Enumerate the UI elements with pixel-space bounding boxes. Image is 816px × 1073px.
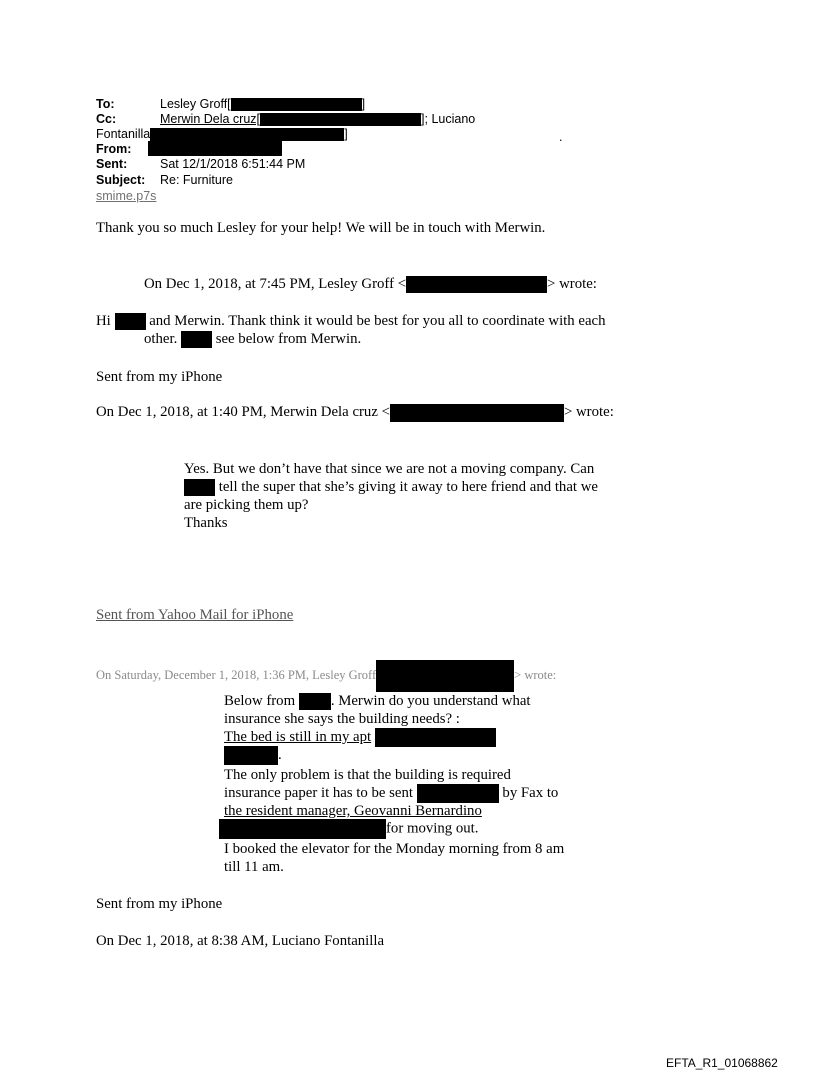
cc-line2-text: Fontanilla: [96, 127, 151, 141]
from-label: From:: [96, 142, 132, 156]
redaction-box: [115, 313, 146, 330]
quote3-line3: [224, 728, 496, 747]
sent-label: Sent:: [96, 157, 128, 171]
sent-from-iphone-2: Sent from my iPhone: [96, 896, 223, 912]
quote1-header: [144, 275, 597, 293]
quote1-line2-a: other.: [144, 331, 178, 347]
redaction-box: [417, 784, 499, 803]
quote1-line2: [144, 330, 361, 348]
quote1-hi: Hi: [96, 313, 111, 329]
quote2-line3: are picking them up?: [184, 497, 309, 513]
redaction-box: [375, 728, 496, 747]
cc-row: [96, 112, 116, 127]
reply-paragraph: Thank you so much Lesley for your help! We will be in touch with Merwin.: [96, 220, 546, 236]
cc-label: Cc:: [96, 112, 117, 126]
sent-row: [96, 157, 127, 172]
to-close: ]: [361, 97, 366, 111]
stray-mark: .: [559, 130, 563, 144]
quote1-line1: [96, 312, 606, 330]
quote2-line4: Thanks: [184, 515, 228, 531]
quote2-line1: Yes. But we don’t have that since we are not a moving company. Can: [184, 461, 595, 477]
quote2-header-text: On Dec 1, 2018, at 1:40 PM, Merwin Dela cruz <: [96, 404, 390, 420]
quote3-line6: [224, 784, 558, 803]
redaction-box: [376, 660, 514, 692]
quote3-line3-text: The bed is still in my apt: [224, 729, 372, 745]
redaction-box: [299, 693, 331, 710]
from-value-redaction: [148, 141, 282, 156]
sent-from-iphone-1: Sent from my iPhone: [96, 369, 223, 385]
redaction-box: [219, 819, 386, 839]
to-value-row: [160, 97, 365, 112]
from-row: [96, 142, 131, 157]
quote3-header-end: > wrote:: [514, 667, 557, 682]
redaction-box: [224, 746, 278, 765]
quote3-line1: [224, 692, 531, 710]
quote1-line1-text: and Merwin. Thank think it would be best for you all to coordinate with each: [149, 313, 606, 329]
redaction-box: [181, 331, 212, 348]
quote3-line8: [219, 819, 478, 839]
quote3-line1-b: . Merwin do you understand what: [330, 693, 531, 709]
redaction-box: [390, 404, 564, 422]
sent-value: Sat 12/1/2018 6:51:44 PM: [160, 157, 306, 171]
redaction-box: [406, 276, 547, 293]
quote2-header: [96, 403, 614, 422]
quote2-line2: [184, 478, 598, 496]
quote3-line4-text: .: [278, 747, 282, 763]
quote1-header-end: > wrote:: [547, 276, 597, 292]
redaction-box: [184, 479, 215, 496]
quote3-line6-b: by Fax to: [502, 785, 559, 801]
cc-value-row: [160, 112, 475, 127]
yahoo-mail-link[interactable]: Sent from Yahoo Mail for iPhone: [96, 607, 294, 623]
quote1-header-text: On Dec 1, 2018, at 7:45 PM, Lesley Groff <: [144, 276, 407, 292]
redaction-box: [231, 98, 362, 111]
quote3-line2: insurance she says the building needs? :: [224, 711, 460, 727]
quote4-header: On Dec 1, 2018, at 8:38 AM, Luciano Fontanilla: [96, 933, 385, 949]
redaction-box: [150, 128, 344, 141]
to-value: Lesley Groff[: [160, 97, 231, 111]
quote2-line2-text: tell the super that she’s giving it away to here friend and that we: [218, 479, 598, 495]
redaction-box: [148, 141, 282, 156]
redaction-box: [260, 113, 421, 126]
attachment-link[interactable]: smime.p7s: [96, 189, 157, 203]
quote3-line4: [224, 746, 282, 765]
subject-row: [96, 173, 145, 188]
quote3-line6-a: insurance paper it has to be sent: [224, 785, 414, 801]
quote3-header: [96, 660, 556, 692]
cc-value: Merwin Dela cruz[: [160, 112, 261, 126]
quote3-line10: till 11 am.: [224, 859, 284, 875]
quote3-line8-text: for moving out.: [386, 820, 479, 837]
quote3-line1-a: Below from: [224, 693, 296, 709]
document-id: EFTA_R1_01068862: [666, 1056, 778, 1070]
subject-value: Re: Furniture: [160, 173, 233, 187]
to-label: To:: [96, 97, 115, 111]
cc-close: ]: [344, 127, 348, 141]
quote3-header-text: On Saturday, December 1, 2018, 1:36 PM, Lesley Groff: [96, 667, 377, 682]
quote2-header-end: > wrote:: [563, 404, 614, 420]
quote3-line7: the resident manager, Geovanni Bernardino: [224, 803, 482, 819]
cc-line2: [96, 127, 348, 142]
quote1-line2-b: see below from Merwin.: [215, 331, 362, 347]
quote3-line9: I booked the elevator for the Monday morning from 8 am: [224, 841, 565, 857]
to-row: [96, 97, 115, 112]
quote3-line5: The only problem is that the building is required: [224, 767, 511, 783]
subject-label: Subject:: [96, 173, 146, 187]
cc-tail: ]; Luciano: [421, 112, 476, 126]
